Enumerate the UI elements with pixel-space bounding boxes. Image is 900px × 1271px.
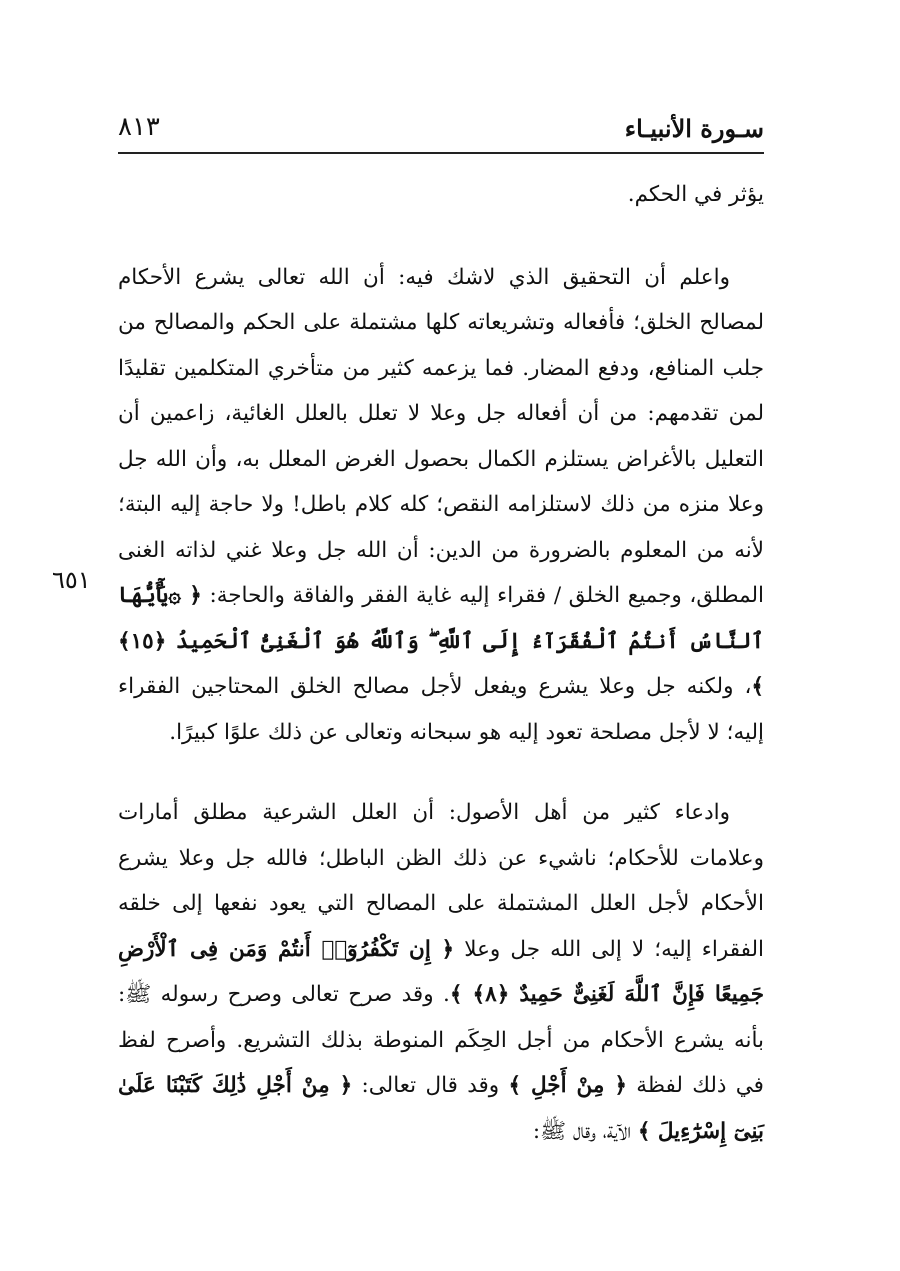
paragraph-spacer xyxy=(118,218,764,255)
quran-verse: ﴿ إِن تَكْفُرُوٓا۟ أَنتُمْ وَمَن فِى ٱلْأَرْضِ جَمِيعًا فَإِنَّ ٱللَّهَ لَغَنِىٌّ حَمِيدٌ ﴿٨﴾ ﴾ xyxy=(118,936,764,1007)
paragraph-2-text-1: واعلم أن التحقيق الذي لاشك فيه: أن الله تعالى يشرع الأحكام لمصالح الخلق؛ فأفعاله وتشريعاته كلها مشتملة على الحكم والمصالح من جلب المنافع، ودفع المضار. فما يزعمه كثير من متأخري المتكلمين تقليدًا لمن تقدمهم: من أن أفعاله جل وعلا لا تعلل بالعلل الغائية، زاعمين أن التعليل بالأغراض يستلزم الكمال بحصول الغرض المعلل به، وأن الله جل وعلا منزه من ذلك لاستلزامه النقص؛ كله كلام باطل! ولا حاجة إليه البتة؛ لأنه من المعلوم بالضرورة من الدين: أن الله جل وعلا غني لذاته الغنى المطلق، وجميع الخلق / فقراء إليه غاية الفقر والفاقة والحاجة: xyxy=(118,264,764,608)
paragraph-1: يؤثر في الحكم. xyxy=(627,182,764,207)
paragraph-3-text-1: وادعاء كثير من أهل الأصول: أن العلل الشرعية مطلق أمارات وعلامات للأحكام؛ ناشيء عن ذلك الظن الباطل؛ فالله جل وعلا يشرع الأحكام لأجل العلل المشتملة على المصالح التي يعود نفعها إلى خلقه الفقراء إليه؛ لا إلى الله جل وعلا xyxy=(118,800,764,962)
paragraph-3-text-3: وقد قال تعالى: xyxy=(361,1073,509,1098)
quran-verse: ﴿ مِنْ أَجْلِ ذَٰلِكَ كَتَبْنَا عَلَىٰ بَنِىٓ إِسْرَٰٓءِيلَ ﴾ xyxy=(118,1073,764,1144)
surah-title: سـورة الأنبيـاء xyxy=(624,114,764,143)
header-rule xyxy=(118,152,764,154)
paragraph-2 xyxy=(118,255,764,756)
page-number: ٨١٣ xyxy=(118,112,160,142)
paragraph-3-text-2: . وقد صرح تعالى وصرح رسوله ﷺ: بأنه يشرع الأحكام من أجل الحِكَم المنوطة بذلك التشريع. وأصرح لفظ في ذلك لفظة xyxy=(118,982,764,1098)
paragraph-3 xyxy=(118,790,764,1154)
paragraph-3-text-4: الآية، وقال ﷺ: xyxy=(532,1118,638,1144)
quran-verse: ﴿ ۞يَٰٓأَيُّهَا ٱلنَّاسُ أَنتُمُ ٱلْفُقَرَآءُ إِلَى ٱللَّهِ ۖ وَٱللَّهُ هُوَ ٱلْغَنِىُّ ٱلْحَمِيدُ ﴿١٥﴾ ﴾ xyxy=(118,583,764,699)
paragraph-spacer xyxy=(118,755,764,790)
page-body xyxy=(118,172,764,1154)
quran-verse: ﴿ مِنْ أَجْلِ ﴾ xyxy=(508,1073,627,1098)
page-header xyxy=(118,110,764,152)
margin-page-number: ٦٥١ xyxy=(52,566,91,594)
paragraph-2-text-2: ، ولكنه جل وعلا يشرع ويفعل لأجل مصالح الخلق المحتاجين الفقراء إليه؛ لا لأجل مصلحة تعود إليه هو سبحانه وتعالى عن ذلك علوًا كبيرًا. xyxy=(118,674,764,745)
